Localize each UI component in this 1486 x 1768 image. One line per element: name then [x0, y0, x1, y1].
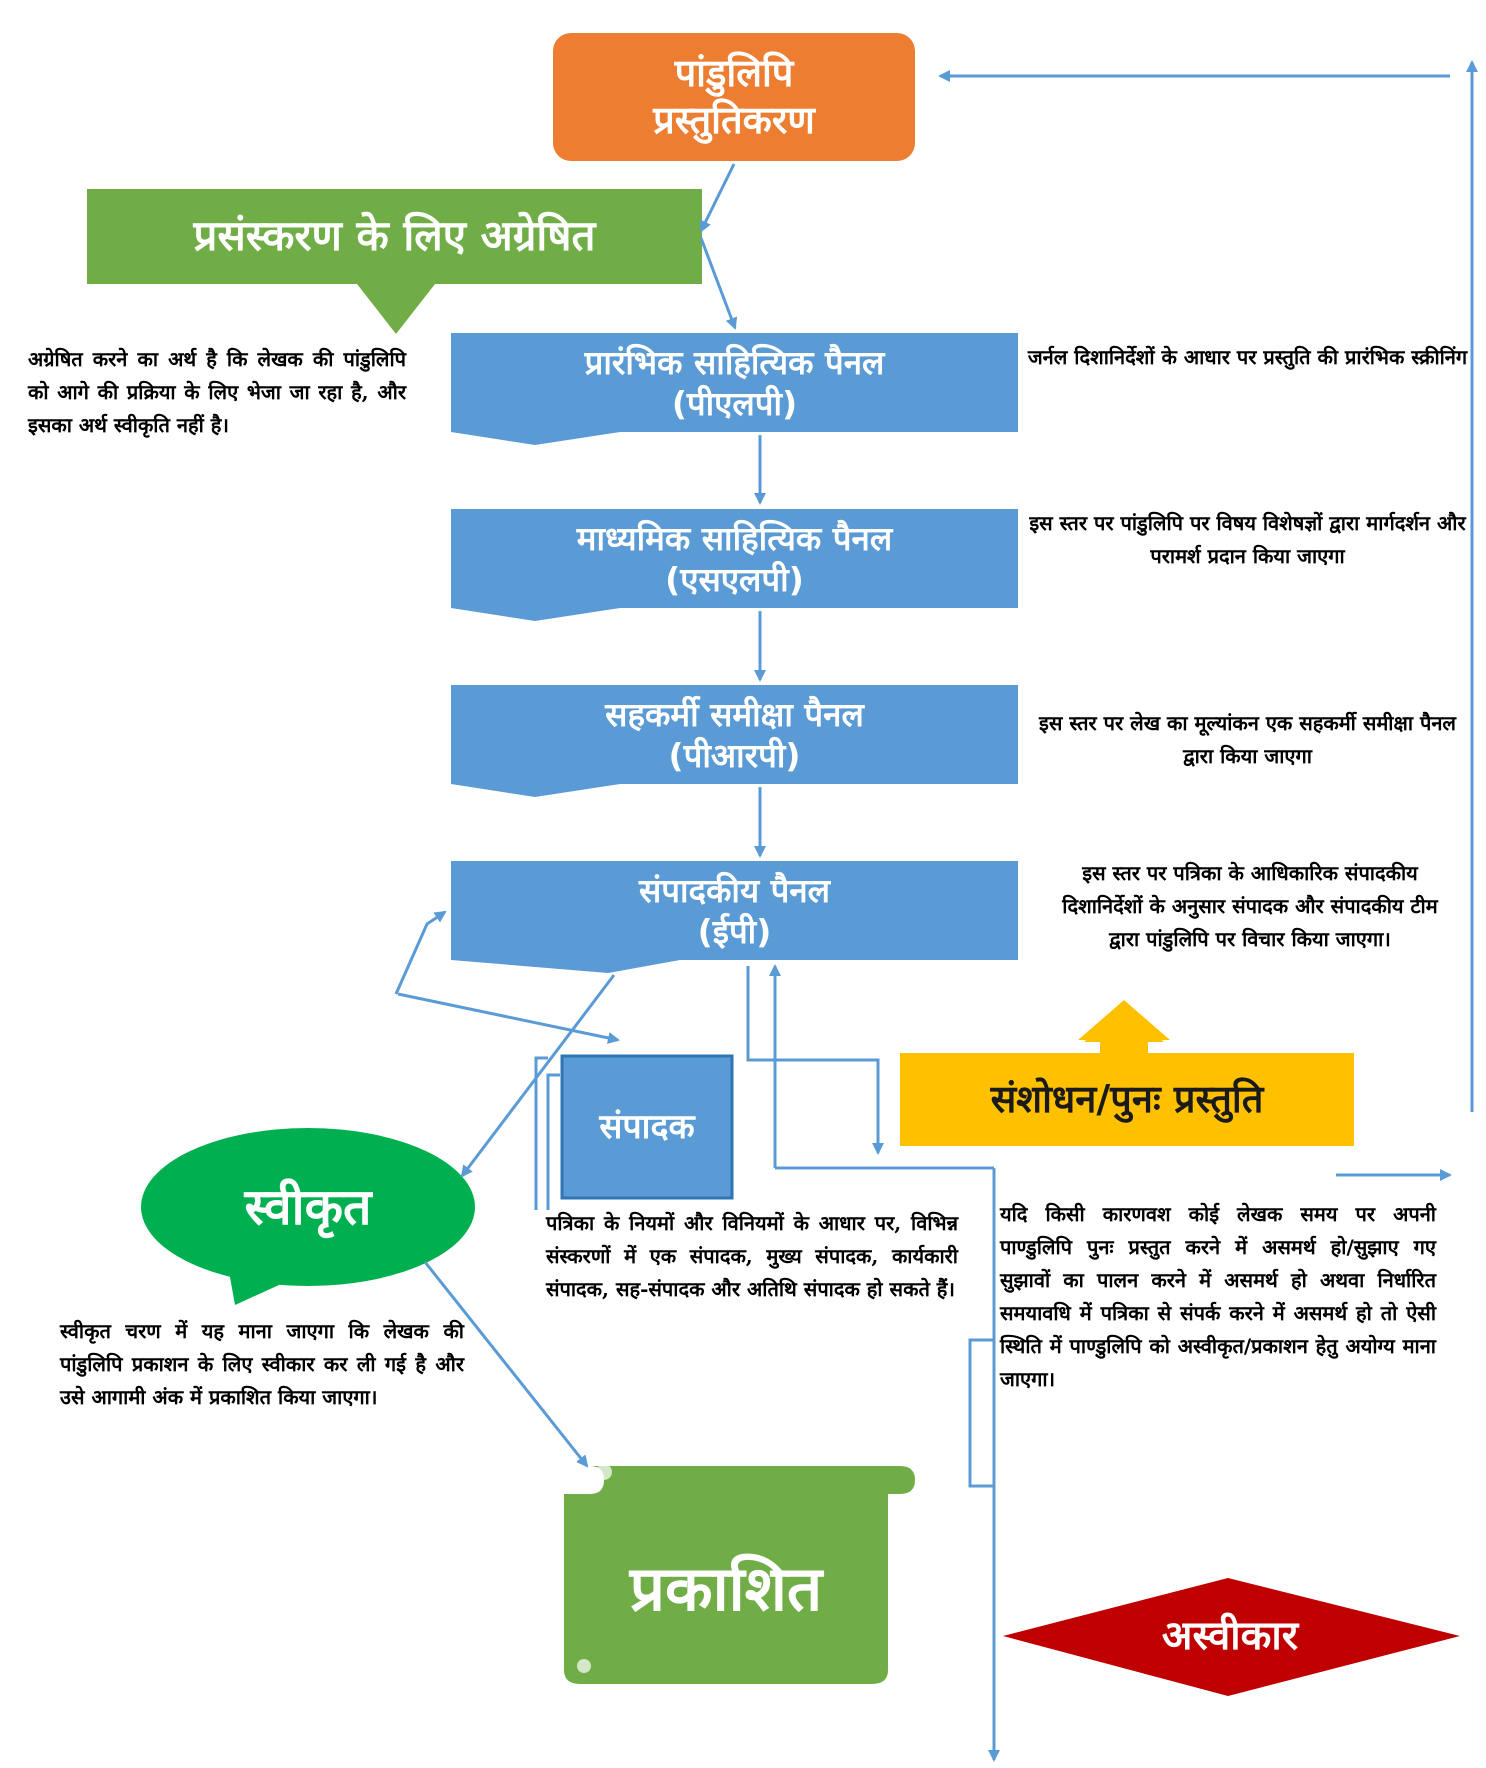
- slp-line2: (एसएलपी): [665, 560, 804, 599]
- slp-label: [451, 509, 1018, 609]
- editor-bracket-inner: [548, 1075, 560, 1210]
- ep-label: [451, 861, 1018, 961]
- revision-up-arrow-head: [1078, 1000, 1170, 1040]
- connector-forwarded-to-plp: [701, 238, 735, 328]
- prp-line2: (पीआरपी): [668, 736, 801, 775]
- accepted-text: स्वीकृत: [244, 1177, 372, 1236]
- revision-label: [900, 1053, 1354, 1146]
- forwarded-down-arrow: [357, 284, 435, 334]
- plp-line1: प्रारंभिक साहित्यिक पैनल: [584, 342, 885, 382]
- editor-note: पत्रिका के नियमों और विनियमों के आधार पर, विभिन्न संस्करणों में एक संपादक, मुख्य संपादक, कार्यकारी संपादक, सह-संपादक और अतिथि संपादक हो सकते हैं।: [546, 1211, 958, 1301]
- published-label: [564, 1494, 888, 1684]
- submission-line2: प्रस्तुतिकरण: [653, 98, 815, 142]
- slp-note: इस स्तर पर पांडुलिपि पर विषय विशेषज्ञों द्वारा मार्गदर्शन और परामर्श प्रदान किया जाएगा: [1029, 511, 1466, 568]
- connector-submission-to-forwarded: [701, 164, 734, 231]
- plp-note: जर्नल दिशानिर्देशों के आधार पर प्रस्तुति की प्रारंभिक स्क्रीनिंग: [1027, 345, 1468, 369]
- accepted-note: स्वीकृत चरण में यह माना जाएगा कि लेखक की पांडुलिपि प्रकाशन के लिए स्वीकार कर ली गई है और उसे आगामी अंक में प्रकाशित किया जाएगा।: [60, 1319, 464, 1409]
- rejected-note: यदि किसी कारणवश कोई लेखक समय पर अपनी पाण्डुलिपि पुनः प्रस्तुत करने में असमर्थ हो/सुझाए गए सुझावों का पालन करने में असमर्थ हो अथवा निर्धारित समयावधि में पत्रिका से संपर्क करने में असमर्थ हो तो ऐसी स्थिति में पाण्डुलिपि को अस्वीकृत/प्रकाशन हेतु अयोग्य माना जाएगा।: [1000, 1202, 1436, 1391]
- revision-text: संशोधन/पुनः प्रस्तुति: [990, 1076, 1264, 1121]
- published-scroll-curl-top: [596, 1464, 612, 1480]
- prp-note: इस स्तर पर लेख का मूल्यांकन एक सहकर्मी समीक्षा पैनल द्वारा किया जाएगा: [1039, 711, 1456, 768]
- connector-editor-to-ep: [396, 912, 445, 994]
- connector-ep-to-revision: [748, 966, 878, 1153]
- ep-line1: संपादकीय पैनल: [638, 870, 831, 910]
- forwarded-note: अग्रेषित करने का अर्थ है कि लेखक की पांडुलिपि को आगे की प्रक्रिया के लिए भेजा जा रहा है, और इसका अर्थ स्वीकृति नहीं है।: [28, 347, 406, 437]
- plp-label: [451, 333, 1018, 433]
- ep-note: इस स्तर पर पत्रिका के आधिकारिक संपादकीय दिशानिर्देशों के अनुसार संपादक और संपादकीय टीम द्वारा पांडुलिपि पर विचार किया जाएगा।: [1062, 861, 1438, 951]
- plp-line2: (पीएलपी): [671, 384, 798, 423]
- editor-label: [562, 1056, 732, 1198]
- rejected-text: अस्वीकार: [1161, 1613, 1299, 1659]
- forwarded-label: [87, 189, 702, 284]
- submission-label: [553, 33, 915, 161]
- editor-text: संपादक: [599, 1106, 695, 1147]
- rejected-label: [1040, 1596, 1420, 1676]
- slp-line1: माध्यमिक साहित्यिक पैनल: [576, 518, 893, 558]
- submission-line1: पांडुलिपि: [674, 50, 794, 95]
- published-text: प्रकाशित: [629, 1552, 823, 1626]
- accepted-label: [141, 1128, 475, 1286]
- prp-label: [451, 685, 1018, 785]
- connector-to-rejected: [970, 1168, 994, 1486]
- ep-line2: (ईपी): [697, 912, 772, 951]
- prp-line1: सहकर्मी समीक्षा पैनल: [605, 694, 864, 734]
- forwarded-text: प्रसंस्करण के लिए अग्रेषित: [193, 211, 596, 261]
- connector-ep-to-editor: [398, 994, 618, 1040]
- editor-bracket: [536, 1058, 548, 1210]
